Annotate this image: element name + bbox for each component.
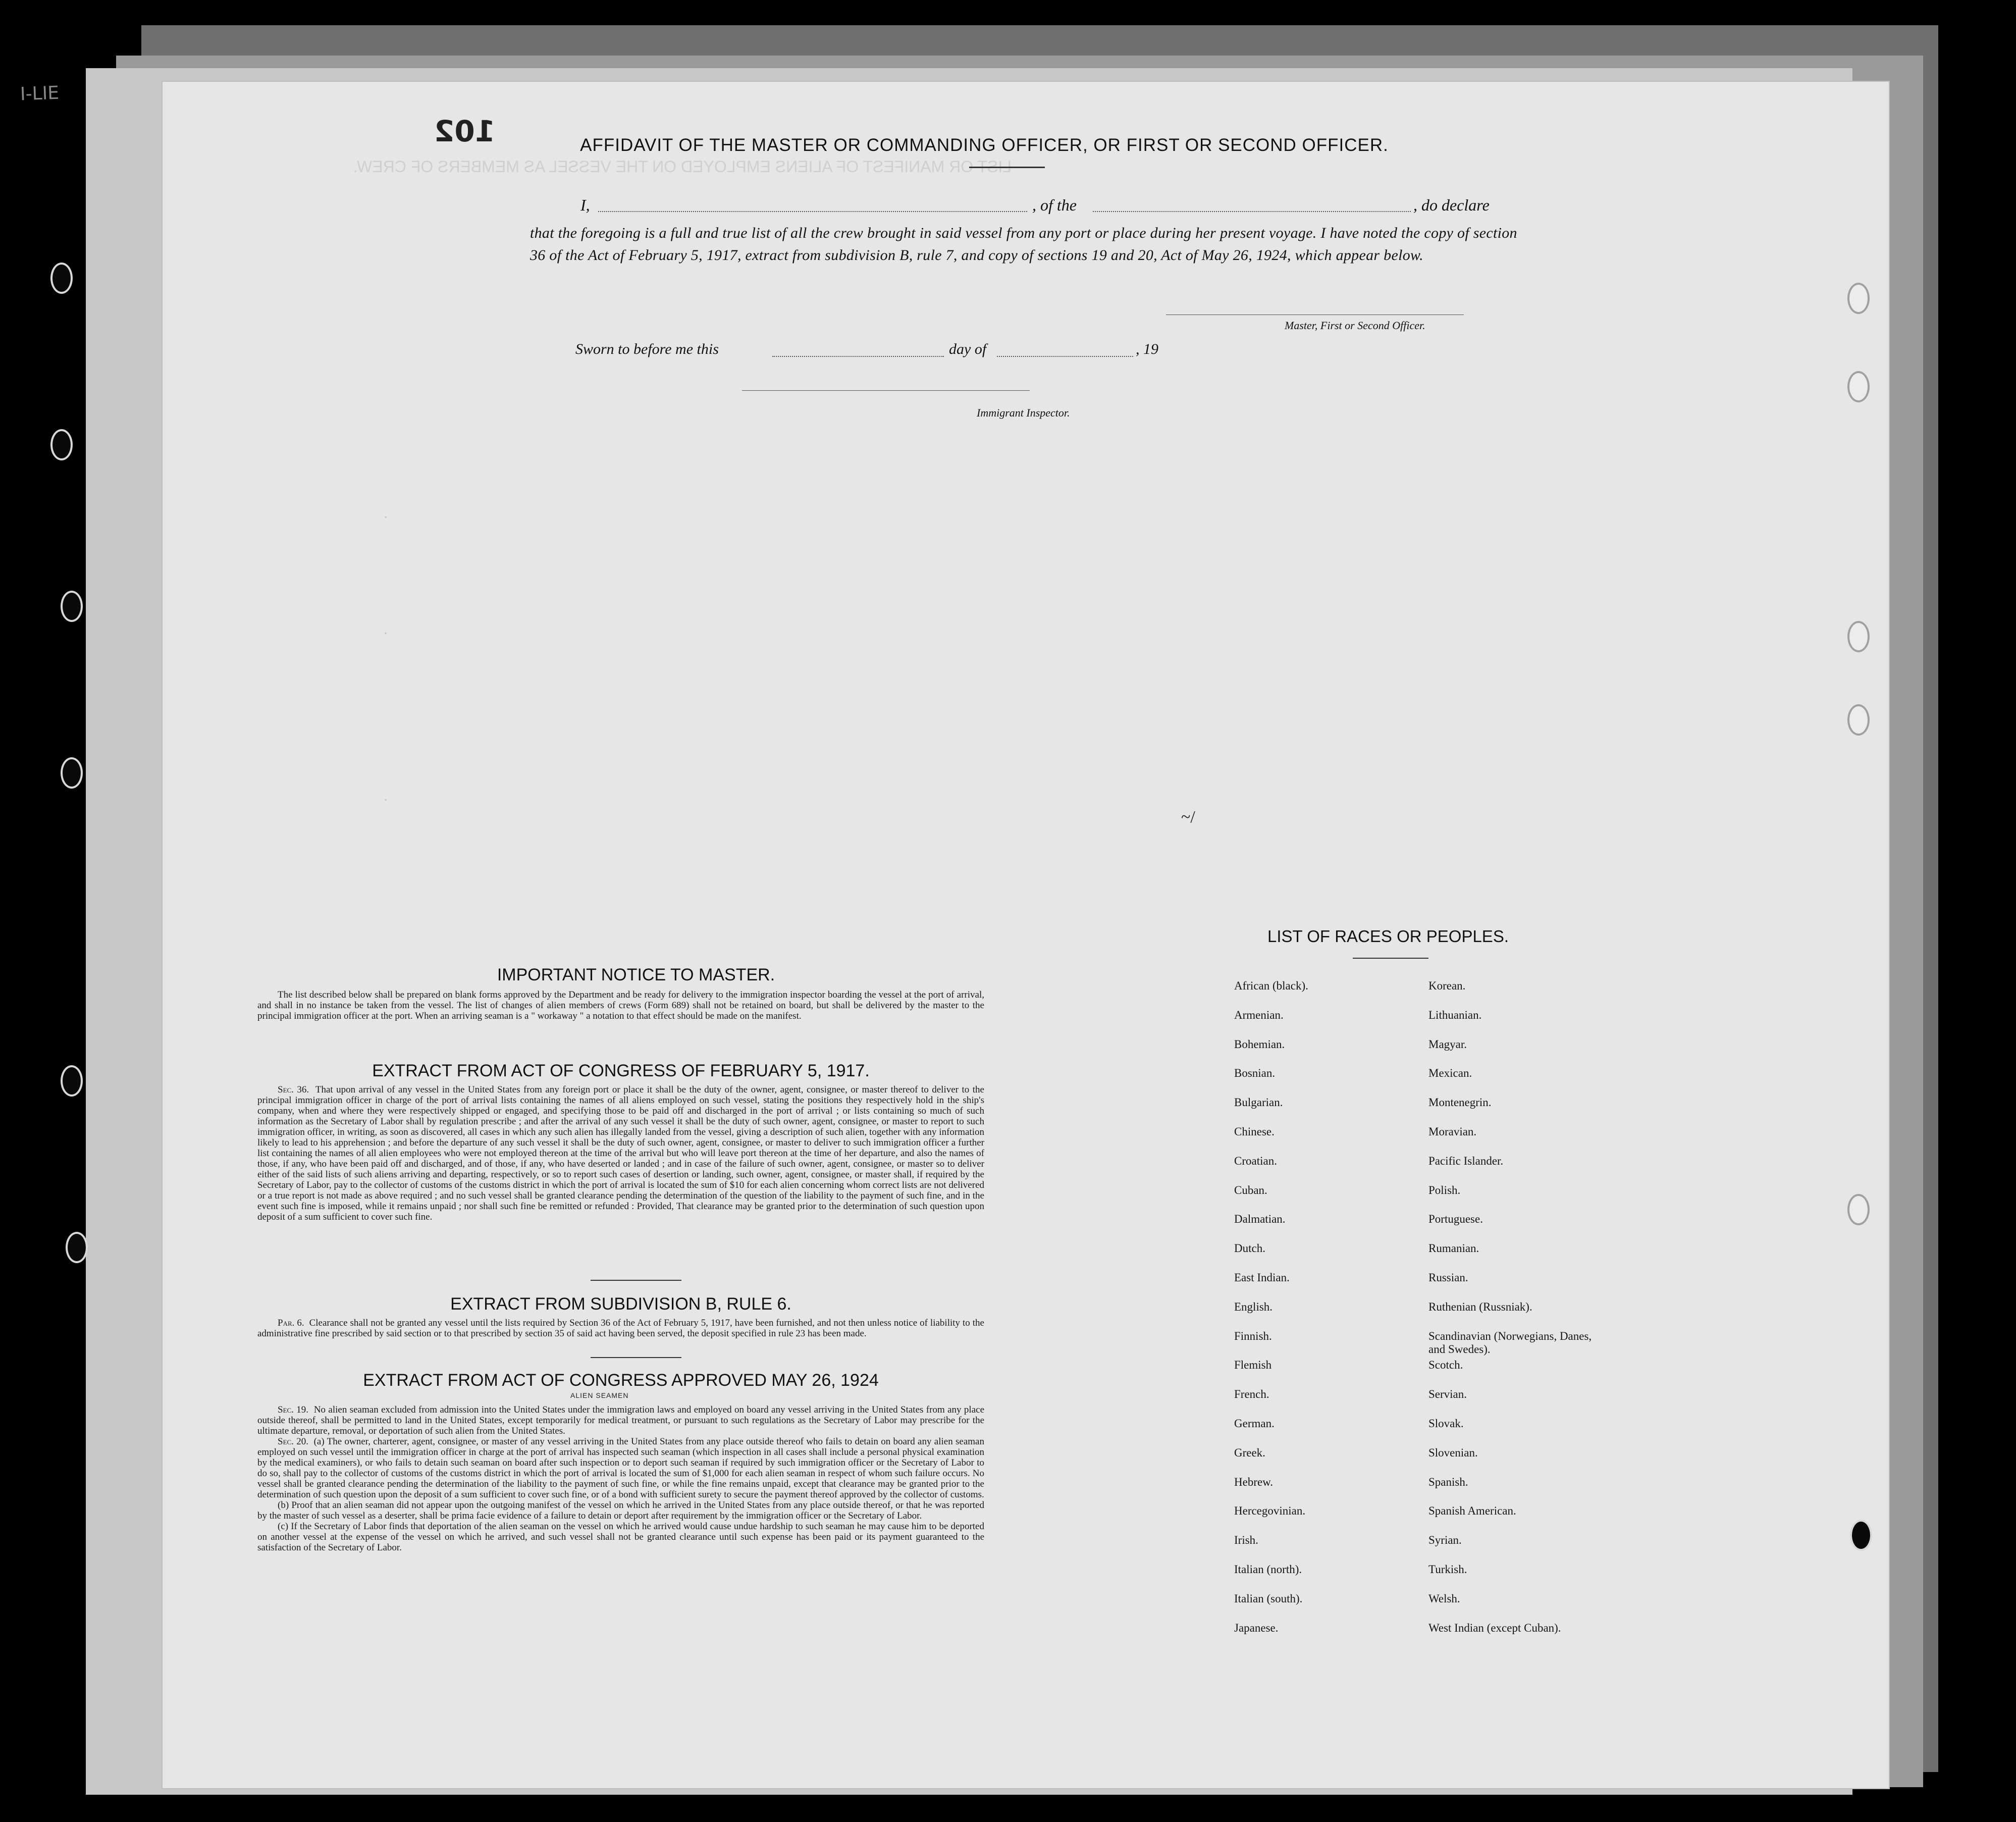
binder-hole-icon	[1847, 371, 1870, 402]
list-item: Japanese. West Indian (except Cuban).	[1234, 1621, 1561, 1634]
list-item: Croatian. Pacific Islander.	[1234, 1154, 1504, 1167]
day-blank	[772, 356, 944, 357]
list-item: Dalmatian. Portuguese.	[1234, 1213, 1483, 1226]
list-item: Bohemian. Magyar.	[1234, 1037, 1467, 1051]
list-item: Bulgarian. Montenegrin.	[1234, 1096, 1492, 1109]
binder-hole-icon	[1847, 704, 1870, 736]
edge-stamp: I-LIE	[20, 82, 60, 105]
section-36-text: That upon arrival of any vessel in the United States from any foreign port or place it shall be the duty of the owner, agent, consignee, or master thereof to deliver to the principal immigration officer in charge of the port of arrival lists containing the names of all aliens employed on such vessel, stating the positions they respectively hold in the ship's company, when and where they were respectively shipped or engaged, and specifying those to be paid off and discharged in the port of arrival ; or lists containing so much of such information as the Secretary of Labor shall by regulation prescribe ; and after the arrival of any such vessel it shall be the duty of such owner, agent, consignee, or master to report to such immigration officer, in writing, as soon as discovered, all cases in which any such alien has illegally landed from the vessel, giving a description of such alien, together with any information likely to lead to his apprehension ; and before the departure of any such vessel it shall be the duty of such owner, agent, consignee, or master to deliver to such immigration officer a further list containing the names of all alien employees who were not employed thereon at the time of the arrival but who will leave port thereon at the time of her departure, and also the names of those, if any, who have been paid off and discharged, and of those, if any, who have deserted or landed ; and in case of the failure of such owner, agent, consignee, or master so to deliver either of the said lists of such aliens arriving and departing, respectively, or so to report such cases of desertion or landing, such owner, agent, consignee, or master shall, if required by the Secretary of Labor, pay to the collector of customs of the customs district in which the port of arrival is located the sum of $10 for each alien concerning whom correct lists are not delivered or a true report is not made as above required ; and no such vessel shall be granted clearance pending the determination of the question of the liability to the payment of such fine, and in the event such fine is imposed, while it remains unpaid ; nor shall such fine be remitted or refunded : Provided, That clearance may be granted prior to the determination of such question upon deposit of a sum sufficient to cover such fine.	[257, 1084, 984, 1222]
list-item: Finnish. Scandinavian (Norwegians, Danes, and Swedes).	[1234, 1329, 1592, 1356]
list-item: Chinese. Moravian.	[1234, 1125, 1477, 1138]
list-item: Italian (north). Turkish.	[1234, 1563, 1467, 1576]
list-item: Hercegovinian. Spanish American.	[1234, 1504, 1516, 1518]
notice-text	[257, 990, 984, 1021]
notice-paragraph: The list described below shall be prepared on blank forms approved by the Department and be ready for delivery to the immigration inspector boarding the vessel at the port of arrival, and shall in no instance be taken from the vessel. The list of changes of alien members of crews (Form 689) shall not be retained on board, but shall be delivered by the master to the principal immigration officer at the port. When an arriving seaman is a " workaway " a notation to that effect should be made on the manifest.	[257, 990, 984, 1021]
paragraph-label: Par. 6.	[278, 1318, 304, 1328]
affidavit-i: I,	[580, 196, 590, 214]
list-item: French. Servian.	[1234, 1388, 1467, 1401]
paragraph-6-text: Clearance shall not be granted any vessel until the lists required by Section 36 of the Act of February 5, 1917, have been furnished, and not then unless notice of liability to the administrative fine prescribed by said section or to that prescribed by section 35 of said act having been served, the deposit specified in rule 23 has been made.	[257, 1318, 984, 1339]
bleed-through-mark: .	[384, 788, 388, 804]
affidavit-of-the: , of the	[1032, 196, 1077, 214]
binder-hole-icon	[61, 757, 83, 789]
list-item: Italian (south). Welsh.	[1234, 1592, 1460, 1605]
extract-1917-title: EXTRACT FROM ACT OF CONGRESS OF FEBRUARY 5, 1917.	[372, 1061, 870, 1080]
list-item: Hebrew. Spanish.	[1234, 1475, 1468, 1488]
races-list	[1234, 979, 1678, 1650]
section-20-label: Sec. 20.	[278, 1436, 308, 1447]
list-item: African (black). Korean.	[1234, 979, 1466, 992]
affidavit-body: that the foregoing is a full and true list of all the crew brought in said vessel from any port or place during her present voyage. I have noted the copy of section 36 of the Act of February 5, 1917, extract from subdivision B, rule 7, and copy of sections 19 and 20, Act of May 26, 1924, which appear below.	[530, 225, 1517, 264]
bleed-through-mark: .	[384, 505, 388, 522]
sworn-text: Sworn to before me this	[575, 341, 719, 357]
list-item: Bosnian. Mexican.	[1234, 1067, 1472, 1080]
inspector-label: Immigrant Inspector.	[977, 406, 1070, 419]
binder-hole-icon	[61, 591, 83, 622]
section-19-label: Sec. 19.	[278, 1404, 309, 1415]
list-item: Armenian. Lithuanian.	[1234, 1008, 1482, 1021]
extract-1924-title: EXTRACT FROM ACT OF CONGRESS APPROVED MAY 26, 1924	[363, 1371, 879, 1390]
day-of-text: day of	[949, 341, 987, 357]
binder-hole-icon	[1847, 621, 1870, 652]
extract-1917-text	[257, 1084, 984, 1222]
binder-hole-icon	[66, 1232, 88, 1263]
affidavit-do-declare: , do declare	[1413, 196, 1490, 214]
pen-mark: ~/	[1181, 808, 1195, 826]
affidavit-title: AFFIDAVIT OF THE MASTER OR COMMANDING OFFICER, OR FIRST OR SECOND OFFICER.	[580, 135, 1389, 155]
notice-title: IMPORTANT NOTICE TO MASTER.	[497, 965, 775, 984]
section-19-text: No alien seaman excluded from admission into the United States under the immigration laws and employed on board any vessel arriving in the United States from any place outside thereof, shall be permitted to land in the United States, except temporarily for medical treatment, or pursuant to such regulations as the Secretary of Labor may prescribe for the ultimate departure, removal, or deportation of such alien from the United States.	[257, 1404, 984, 1436]
races-title-rule	[1353, 958, 1428, 959]
extract-subdivision-text	[257, 1318, 984, 1339]
title-rule	[969, 167, 1045, 168]
section-label: Sec. 36.	[278, 1084, 309, 1095]
binder-hole-icon	[1847, 1194, 1870, 1225]
section-rule	[591, 1357, 681, 1358]
list-item: East Indian. Russian.	[1234, 1271, 1468, 1284]
year-text: , 19	[1136, 341, 1158, 357]
inspector-line	[742, 390, 1030, 391]
page-number: 102	[434, 114, 496, 148]
vessel-blank	[1093, 211, 1411, 212]
binder-hole-icon	[50, 263, 73, 294]
binder-hole-icon	[1847, 283, 1870, 314]
races-title: LIST OF RACES OR PEOPLES.	[1267, 927, 1509, 946]
binder-hole-icon	[50, 429, 73, 460]
list-item: Flemish Scotch.	[1234, 1359, 1463, 1372]
list-item: German. Slovak.	[1234, 1417, 1464, 1430]
list-item: Irish. Syrian.	[1234, 1534, 1462, 1547]
alien-seamen-subhead: ALIEN SEAMEN	[570, 1391, 629, 1399]
extract-subdivision-title: EXTRACT FROM SUBDIVISION B, RULE 6.	[450, 1294, 791, 1314]
section-20a-text: (a) The owner, charterer, agent, consignee, or master of any vessel arriving in the United States from any place outside thereof who fails to detain on board any alien seaman employed on such vessel until the immigration officer in charge at the port of arrival has inspected such seaman (which inspection in all cases shall include a personal physical examination by the medical examiners), or who fails to detain such seaman on board after such inspection or to deport such seaman if required by such immigration officer or the Secretary of Labor to do so, shall pay to the collector of customs of the customs district in which the port of arrival is located the sum of $1,000 for each alien seaman in respect of whom such failure occurs. No vessel shall be granted clearance pending the determination of the liability to the payment of such fine, or while the fine remains unpaid, except that clearance may be granted prior to the determination of such question upon the deposit of a sum sufficient to cover such fine, or of a bond with sufficient surety to secure the payment thereof approved by the collector of customs.	[257, 1436, 984, 1500]
signature-label: Master, First or Second Officer.	[1285, 319, 1425, 332]
section-20c-text: (c) If the Secretary of Labor finds that deportation of the alien seaman on the vessel on which he arrived would cause undue hardship to such seaman he may cause him to be deported on another vessel at the expense of the vessel on which he arrived, and such vessel shall not be granted clearance until such expense has been paid or its payment guaranteed to the satisfaction of the Secretary of Labor.	[257, 1521, 984, 1553]
binder-hole-icon	[1850, 1520, 1872, 1551]
section-20b-text: (b) Proof that an alien seaman did not appear upon the outgoing manifest of the vessel on which he arrived in the United States from any place outside thereof, or that he was reported by the master of such vessel as a deserter, shall be prima facie evidence of a failure to detain or deport after requirement by the immigration officer or the Secretary of Labor.	[257, 1500, 984, 1521]
bleed-through-mark: .	[384, 621, 388, 638]
list-item: Greek. Slovenian.	[1234, 1446, 1478, 1459]
name-blank	[598, 211, 1027, 212]
section-rule	[591, 1280, 681, 1281]
list-item: Dutch. Rumanian.	[1234, 1242, 1479, 1255]
extract-1924-text	[257, 1404, 984, 1553]
bleed-through-heading: LIST OR MANIFEST OF ALIENS EMPLOYED ON THE VESSEL AS MEMBERS OF CREW.	[353, 158, 1012, 176]
list-item: English. Ruthenian (Russniak).	[1234, 1300, 1532, 1313]
month-blank	[997, 356, 1133, 357]
list-item: Cuban. Polish.	[1234, 1183, 1461, 1196]
binder-hole-icon	[61, 1065, 83, 1097]
